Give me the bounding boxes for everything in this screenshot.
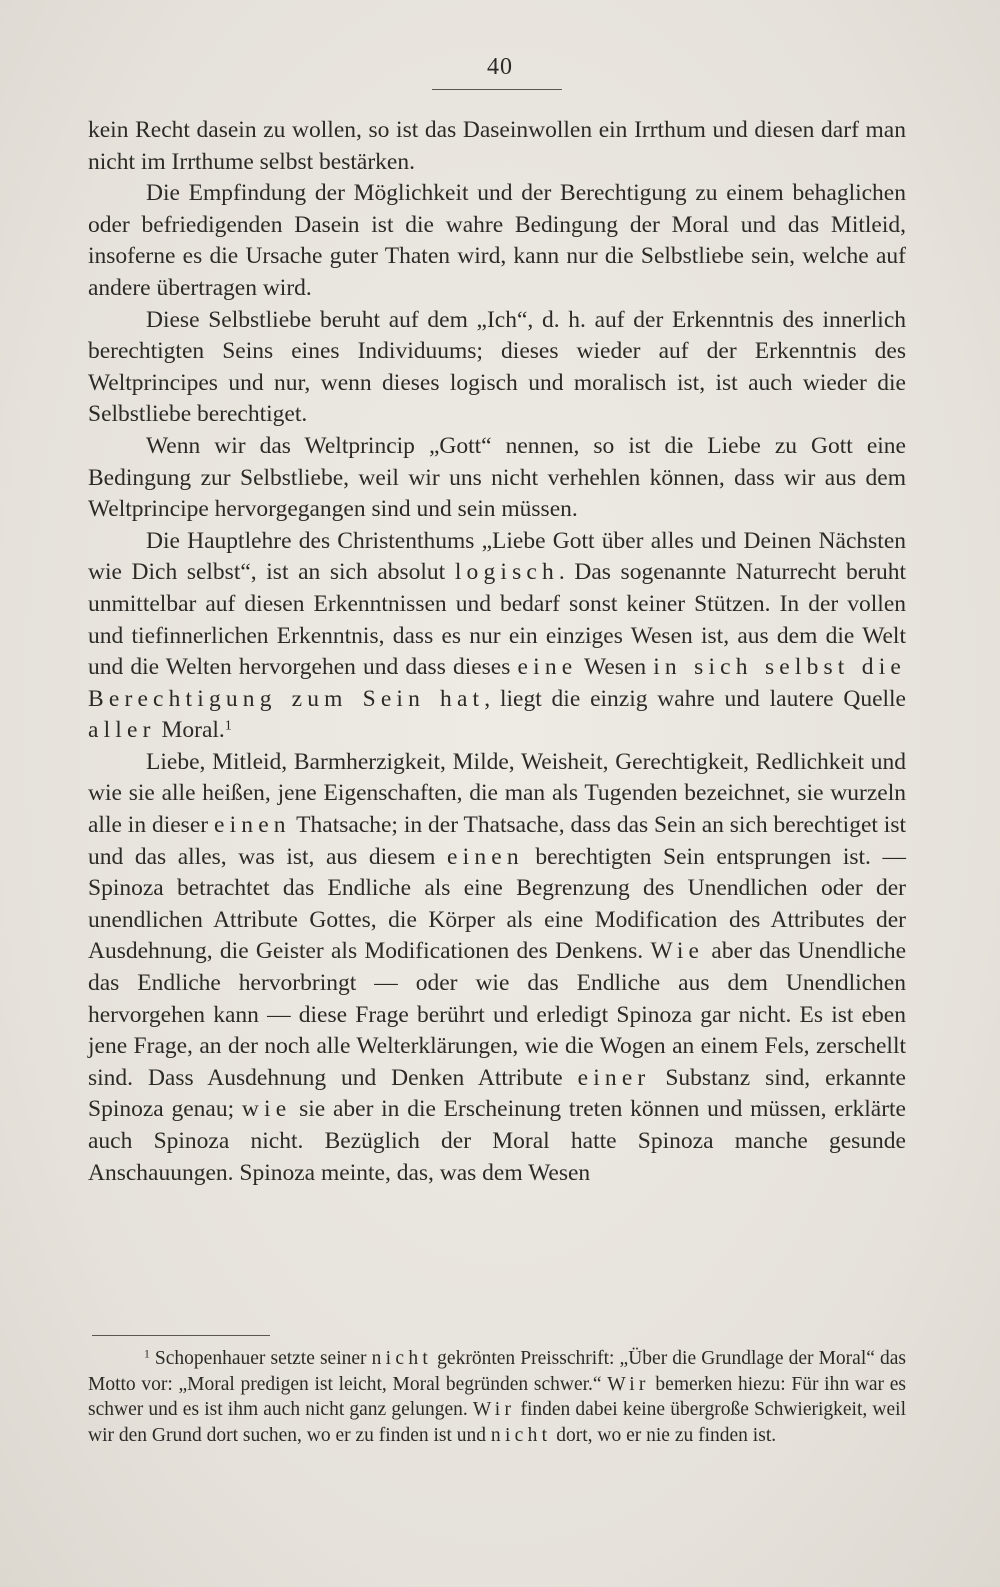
paragraph-2: [88, 178, 906, 304]
text-run: Die Empfindung der Möglichkeit und der Berechtigung zu einem behaglichen oder befriedigenden Dasein ist die wahre Bedingung der Moral und das Mitleid, insoferne es die Ursache guter Thaten wird, kann nur die Selbstliebe sein, welche auf andere übertragen wird.: [88, 180, 906, 301]
body-text: [88, 115, 906, 1189]
text-run: berechtigten Sein entsprungen ist. — Spinoza betrachtet das Endliche als eine Begrenzung des Unendlichen oder der unendlichen Attribute Gottes, die Körper als eine Modification des Attributes der Ausdehnung, die Geister als Modificationen des Denkens.: [88, 843, 906, 965]
spaced-emphasis: in sich selbst die Berechtigung zum Sein hat: [88, 654, 907, 712]
paragraph-6: [88, 747, 906, 1189]
text-run: . Das sogenannte Naturrecht beruht unmittelbar auf diesen Erkenntnissen und bedarf sonst keiner Stützen. In der vollen und tiefinnerlichen Erkenntnis, dass es nur ein einziges Wesen ist, aus dem die Welt und die Welten hervorgehen und dass dieses: [88, 559, 906, 681]
spaced-emphasis: eine: [517, 654, 578, 681]
spaced-emphasis: logisch: [454, 559, 559, 586]
text-run: kein Recht dasein zu wollen, so ist das Daseinwollen ein Irrthum und diesen darf man nicht im Irrthume selbst bestärken.: [88, 117, 906, 175]
paragraph-1: [88, 115, 906, 178]
text-run: bemerken hiezu: Für ihn war es schwer und es ist ihm auch nicht ganz gelungen.: [88, 1373, 906, 1420]
spaced-emphasis: einen: [447, 843, 524, 870]
spaced-emphasis: Wir: [607, 1373, 650, 1395]
paragraph-4: [88, 431, 906, 526]
text-run: Wesen: [577, 654, 654, 681]
page-number: 40: [487, 54, 513, 80]
text-run: Diese Selbstliebe beruht auf dem „Ich“, d. h. auf der Erkenntnis des innerlich berechtigten Seins eines Individuums; dieses wieder auf der Erkenntnis des Weltprincipes und nur, wenn dieses logisch und moralisch ist, ist auch wieder die Selbstliebe berechtiget.: [88, 306, 906, 428]
spaced-emphasis: Wie: [650, 938, 705, 965]
text-run: Substanz sind, erkannte Spinoza genau;: [88, 1064, 906, 1123]
spaced-emphasis: einer: [577, 1064, 651, 1091]
text-run: dort, wo er nie zu finden ist.: [551, 1424, 777, 1446]
footnote-1: [88, 1346, 906, 1448]
spaced-emphasis: einen: [213, 812, 291, 839]
spaced-emphasis: nicht: [490, 1424, 552, 1446]
footnote-rule: [92, 1335, 270, 1336]
text-run: gekrönten Preisschrift: „Über die Grundlage der Moral“ das Motto vor: „Moral predigen ist leicht, Moral begründen schwer.“: [88, 1348, 906, 1395]
footnote-marker: 1: [144, 1347, 150, 1361]
text-run: Liebe, Mitleid, Barmherzigkeit, Milde, Weisheit, Gerechtigkeit, Redlichkeit und wie sie alle heißen, jene Eigenschaften, die man als Tugenden bezeichnet, sie wurzeln alle in dieser: [88, 748, 906, 839]
spaced-emphasis: aller: [88, 717, 156, 744]
text-run: sie aber in die Erscheinung treten können und müssen, erklärte auch Spinoza nicht. Bezüglich der Moral hatte Spinoza manche gesunde Anschauungen. Spinoza meinte, das, was dem Wesen: [88, 1096, 906, 1186]
text-run: aber das Unendliche das Endliche hervorbringt — oder wie das Endliche aus dem Unendlichen hervorgehen kann — diese Frage berührt und erledigt Spinoza gar nicht. Es ist eben jene Frage, an der noch alle Welterklärungen, wie die Wogen an einem Fels, zerschellt sind. Dass Ausdehnung und Denken Attribute: [88, 938, 906, 1091]
spaced-emphasis: wie: [241, 1096, 292, 1123]
text-run: Wenn wir das Weltprincip „Gott“ nennen, so ist die Liebe zu Gott eine Bedingung zur Selbstliebe, weil wir uns nicht verhehlen können, dass wir aus dem Weltprincipe hervorgegangen sind und sein müssen.: [88, 432, 906, 523]
spaced-emphasis: Wir: [472, 1399, 516, 1420]
text-run: finden dabei keine übergroße Schwierigkeit, weil wir den Grund dort suchen, wo er zu finden ist und: [88, 1399, 906, 1446]
text-run: Moral.: [155, 717, 225, 744]
footnote-marker: 1: [224, 717, 232, 734]
footnotes: [88, 1346, 906, 1448]
paragraph-5: [88, 526, 906, 747]
paragraph-3: [88, 305, 906, 431]
page-number-rule: [432, 89, 562, 90]
text-run: Thatsache; in der Thatsache, dass das Sein an sich berechtiget ist und das alles, was ist, aus diesem: [88, 812, 906, 870]
text-run: Die Hauptlehre des Christenthums „Liebe Gott über alles und Deinen Nächsten wie Dich selbst“, ist an sich absolut: [88, 527, 906, 586]
text-run: Schopenhauer setzte seiner: [149, 1348, 372, 1369]
spaced-emphasis: nicht: [371, 1348, 433, 1369]
text-run: , liegt die einzig wahre und lautere Quelle: [484, 685, 906, 712]
